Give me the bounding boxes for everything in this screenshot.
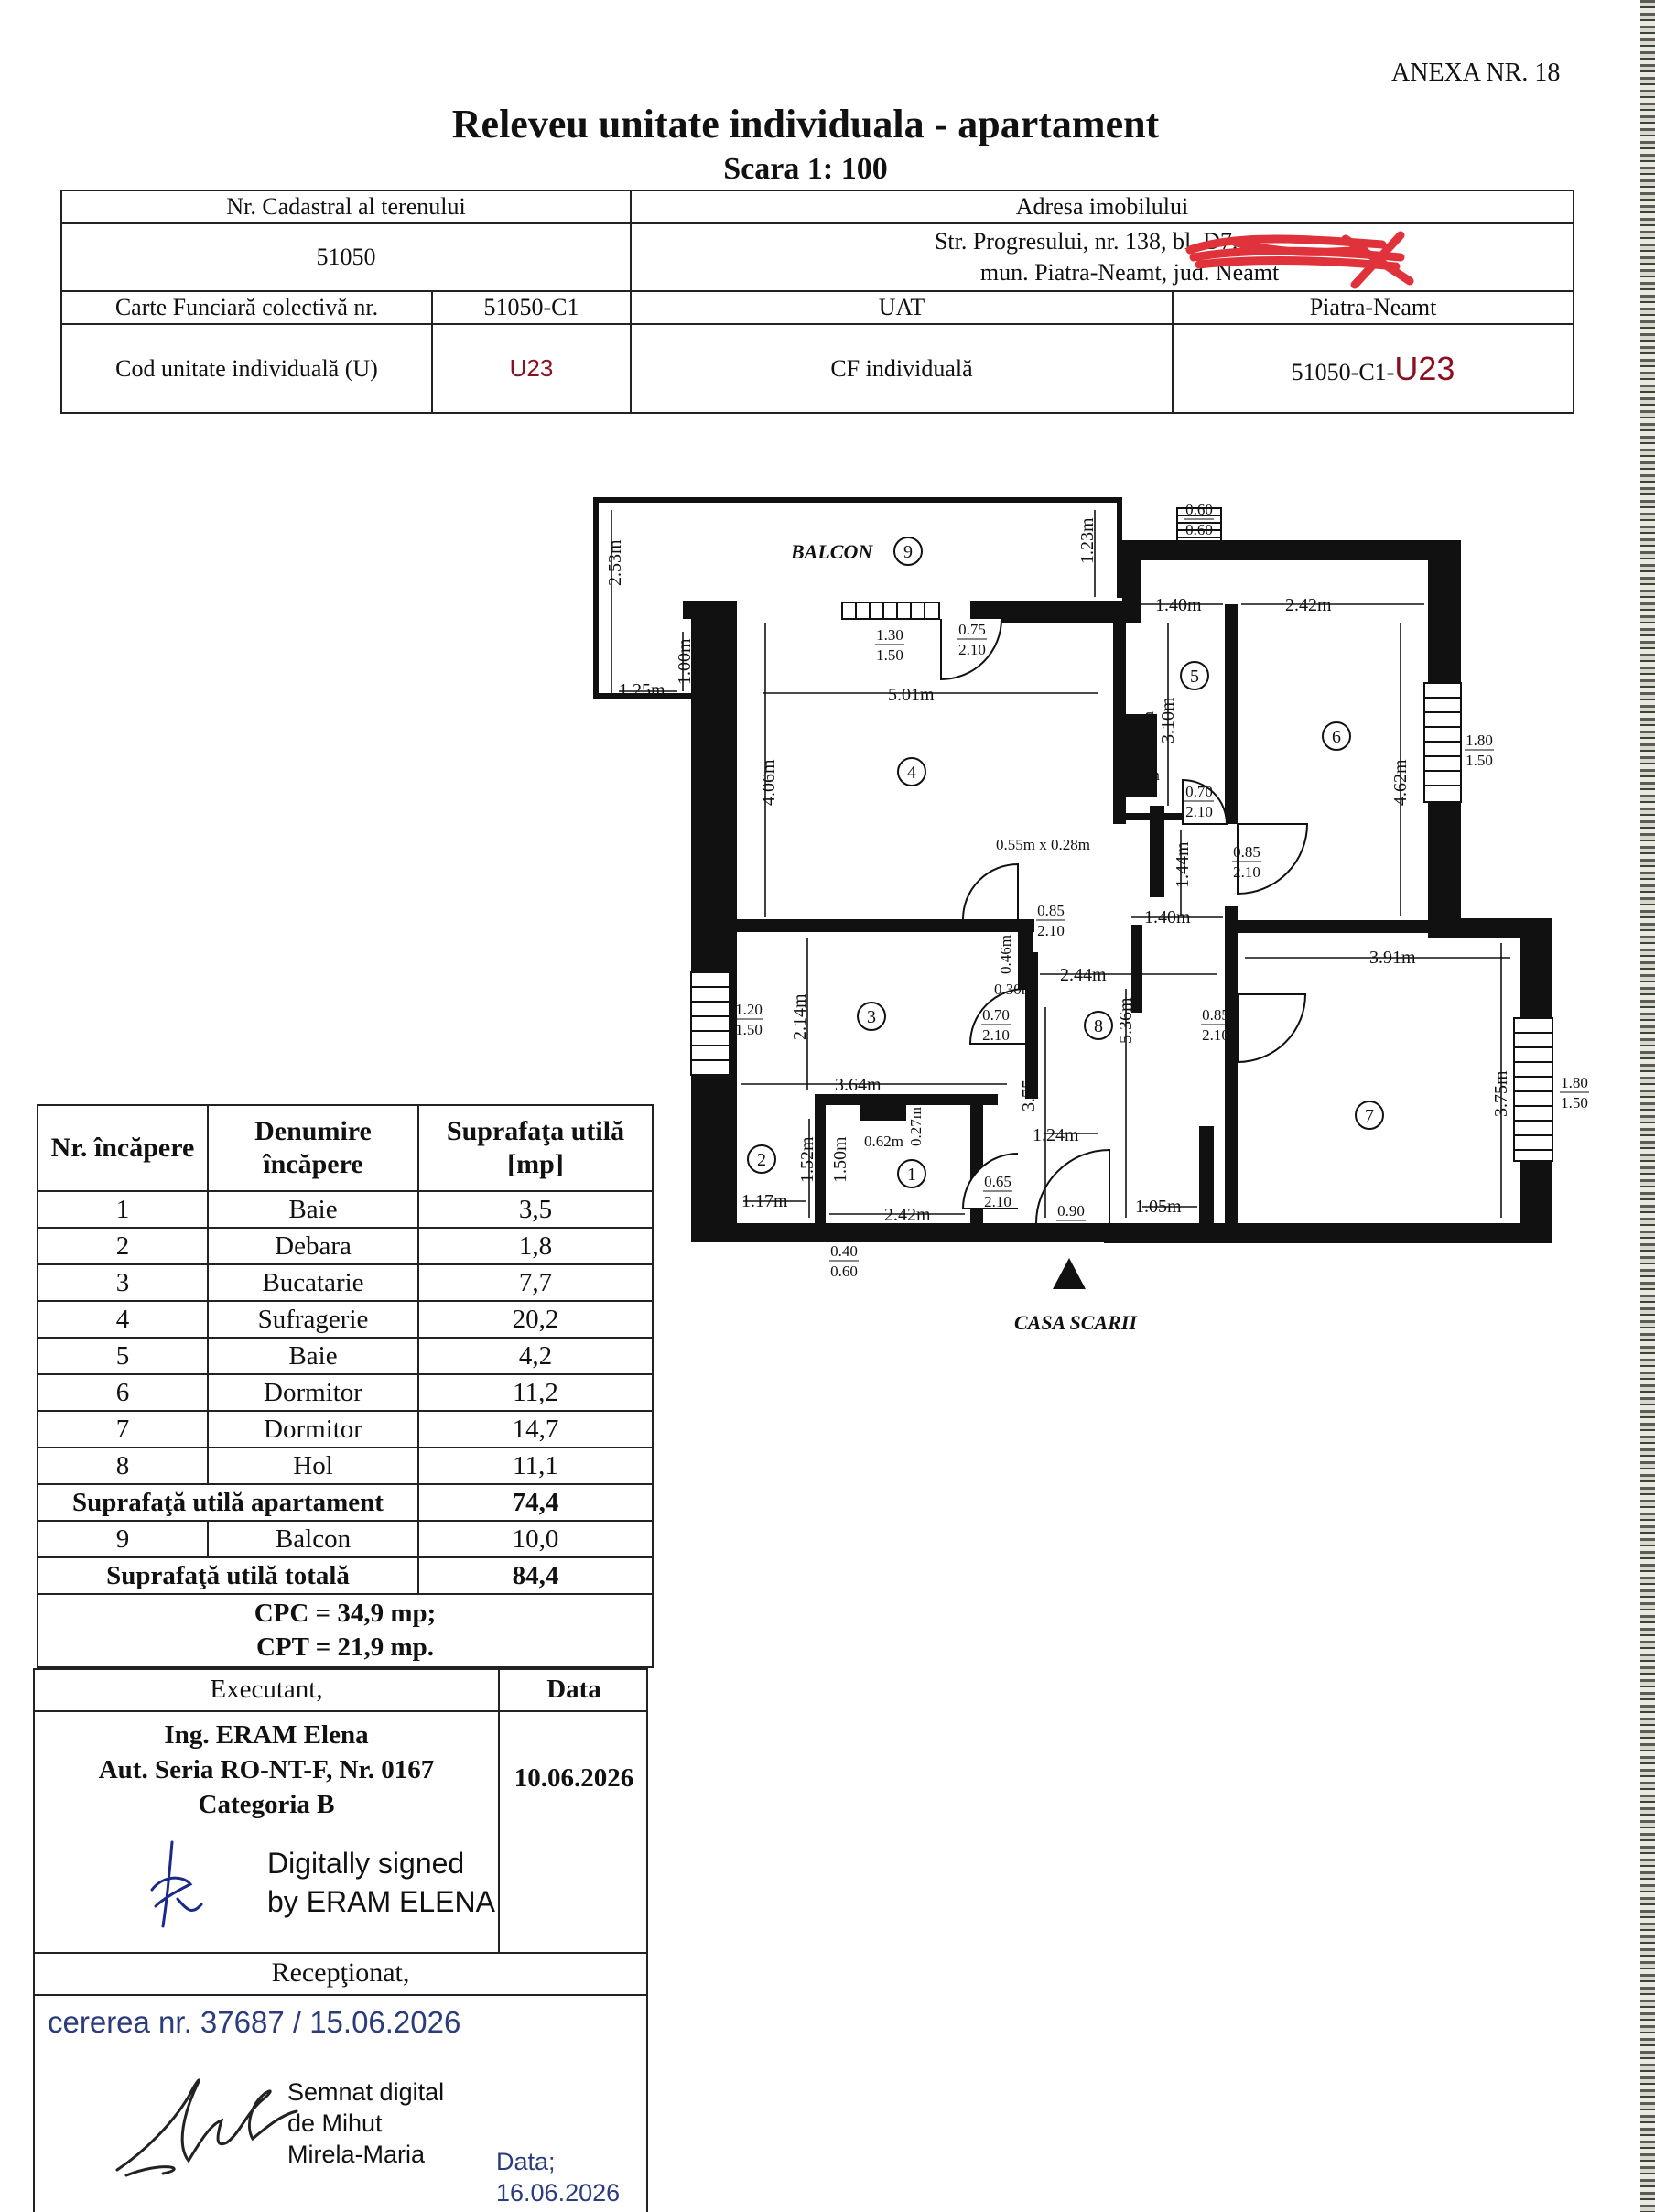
areas-table xyxy=(37,1104,654,1668)
row-name: Hol xyxy=(208,1448,418,1484)
table-row xyxy=(38,1448,653,1484)
window-room6 xyxy=(1424,683,1461,802)
dim-0-30: 0.30m xyxy=(994,981,1033,998)
room-8-number: 8 xyxy=(1094,1016,1103,1036)
opening-0-60-top: 0.60 xyxy=(1185,501,1213,518)
opening-1-80a-bottom: 1.50 xyxy=(1466,752,1493,769)
row-area: 11,2 xyxy=(418,1374,653,1411)
row-name: Dormitor xyxy=(208,1374,418,1411)
dim-1-00: 1.00m xyxy=(675,638,695,685)
opening-0-85b-top: 0.85 xyxy=(1037,902,1065,919)
row-area: 7,7 xyxy=(418,1264,653,1301)
page-title: Releveu unitate individuala - apartament xyxy=(451,102,1160,146)
dim-1-40b: 1.40m xyxy=(1144,907,1191,927)
table-row xyxy=(38,1301,653,1338)
dim-5-01: 5.01m xyxy=(888,685,935,705)
dim-0-55: 0.55m x 0.28m xyxy=(996,836,1090,853)
row-nr: 7 xyxy=(38,1411,208,1448)
opening-0-65-bottom: 2.10 xyxy=(984,1193,1011,1210)
cf-value: 51050-C1 xyxy=(432,291,631,324)
row-area: 4,2 xyxy=(418,1338,653,1374)
header-table xyxy=(60,190,1574,414)
dim-2-42b: 2.42m xyxy=(884,1205,931,1225)
cpc-value: CPC = 34,9 mp; xyxy=(254,1599,437,1628)
dim-2-53: 2.53m xyxy=(605,539,625,586)
total-value: 84,4 xyxy=(418,1557,653,1594)
room-9-number: 9 xyxy=(903,542,913,562)
receptionat-request: cererea nr. 37687 / 15.06.2026 xyxy=(48,2005,461,2039)
room-1-number: 1 xyxy=(907,1165,916,1185)
row-area: 11,1 xyxy=(418,1448,653,1484)
dim-3-75a: 3.75m xyxy=(1019,1065,1039,1111)
receptionat-digital xyxy=(287,2076,444,2170)
dim-5-36: 5.36m xyxy=(1116,997,1136,1044)
dimension-texts xyxy=(605,517,1511,1225)
cf-ind-value xyxy=(1173,324,1574,413)
row-area: 14,7 xyxy=(418,1411,653,1448)
opening-0-70b-bottom: 2.10 xyxy=(982,1026,1010,1044)
cf-ind-unit: U23 xyxy=(1394,349,1455,387)
dim-4-62: 4.62m xyxy=(1390,759,1411,806)
data-label: Data xyxy=(500,1670,648,1712)
opening-0-85b-bottom: 2.10 xyxy=(1037,922,1065,939)
opening-0-90-top: 0.90 xyxy=(1057,1202,1085,1220)
row-name: Bucatarie xyxy=(208,1264,418,1301)
door-room7 xyxy=(1238,994,1305,1062)
dim-0-62a: 0.62m xyxy=(1140,711,1157,751)
executant-divider xyxy=(498,1670,500,1954)
cadastral-label: Nr. Cadastral al terenului xyxy=(61,190,631,223)
cpt-value: CPT = 21,9 mp. xyxy=(255,1632,435,1662)
executant-block xyxy=(33,1668,648,1954)
receptionat-block xyxy=(33,1952,648,2212)
cadastral-value: 51050 xyxy=(61,223,631,291)
dim-1-44: 1.44m xyxy=(1173,841,1193,888)
opening-0-75-bottom: 2.10 xyxy=(958,641,986,658)
address-line1: Str. Progresului, nr. 138, bl. D7, sc. xyxy=(934,228,1271,255)
dim-1-05: 1.05m xyxy=(1135,1197,1182,1217)
room-6-number: 6 xyxy=(1332,727,1341,747)
executant-info xyxy=(35,1718,498,1822)
receptionat-date-label: Data; xyxy=(496,2148,556,2175)
dim-1-25: 1.25m xyxy=(619,680,665,700)
row-nr: 3 xyxy=(38,1264,208,1301)
opening-0-85a-bottom: 2.10 xyxy=(1233,863,1260,881)
table-row xyxy=(38,1191,653,1228)
row-area: 3,5 xyxy=(418,1191,653,1228)
table-row xyxy=(38,1264,653,1301)
cp-row xyxy=(38,1594,653,1667)
scale-label: Scara 1: 100 xyxy=(723,152,888,186)
table-row xyxy=(38,1374,653,1411)
row-nr: 4 xyxy=(38,1301,208,1338)
row-nr: 8 xyxy=(38,1448,208,1484)
dim-3-64: 3.64m xyxy=(835,1075,882,1095)
row-area: 1,8 xyxy=(418,1228,653,1264)
executant-date: 10.06.2026 xyxy=(514,1763,634,1793)
total-apt-row xyxy=(38,1484,653,1521)
balcon-label: BALCON xyxy=(791,540,873,563)
receptionat-sign3: Mirela-Maria xyxy=(287,2141,426,2168)
cp-cell xyxy=(38,1594,653,1667)
window-room7 xyxy=(1514,1018,1552,1161)
room-2-number: 2 xyxy=(757,1150,766,1170)
opening-0-60-bottom: 0.60 xyxy=(1185,521,1213,538)
dim-2-42a: 2.42m xyxy=(1285,595,1332,615)
address-label: Adresa imobilului xyxy=(631,190,1574,223)
dim-0-27b: 0.27m xyxy=(907,1107,925,1146)
executant-digital xyxy=(267,1844,495,1921)
executant-aut: Aut. Seria RO-NT-F, Nr. 0167 xyxy=(98,1755,435,1784)
opening-0-85c-top: 0.85 xyxy=(1202,1006,1229,1024)
cf-label: Carte Funciară colectivă nr. xyxy=(61,291,432,324)
row-area: 20,2 xyxy=(418,1301,653,1338)
cf-ind-prefix: 51050-C1- xyxy=(1291,358,1395,385)
total-apt-label: Suprafaţă utilă apartament xyxy=(38,1484,418,1521)
balcon-area: 10,0 xyxy=(418,1521,653,1557)
opening-0-40-top: 0.40 xyxy=(830,1242,858,1260)
unit-value: U23 xyxy=(432,324,631,413)
window-balcony xyxy=(842,602,939,619)
opening-0-75-top: 0.75 xyxy=(958,621,986,638)
row-name: Baie xyxy=(208,1338,418,1374)
dim-1-50: 1.50m xyxy=(830,1136,850,1183)
executant-cat: Categoria B xyxy=(198,1790,335,1819)
opening-1-80b-top: 1.80 xyxy=(1561,1074,1588,1091)
table-row xyxy=(38,1411,653,1448)
row-name: Dormitor xyxy=(208,1411,418,1448)
executant-sign1: Digitally signed xyxy=(267,1847,465,1880)
row-nr: 1 xyxy=(38,1191,208,1228)
dim-1-23: 1.23m xyxy=(1077,517,1098,564)
opening-1-30-bottom: 1.50 xyxy=(876,646,903,664)
room-7-number: 7 xyxy=(1365,1106,1374,1126)
redaction-scribble xyxy=(1181,230,1419,291)
stair-label: CASA SCARII xyxy=(1014,1311,1137,1334)
dim-0-62b: 0.62m xyxy=(864,1133,903,1150)
opening-1-80a-top: 1.80 xyxy=(1466,732,1493,749)
row-nr: 5 xyxy=(38,1338,208,1374)
unit-label: Cod unitate individuală (U) xyxy=(61,324,432,413)
receptionat-label: Recepţionat, xyxy=(35,1954,646,1996)
opening-0-85c-bottom: 2.10 xyxy=(1202,1026,1229,1044)
balcon-name: Balcon xyxy=(208,1521,418,1557)
receptionat-sign2: de Mihut xyxy=(287,2109,383,2137)
row-nr: 6 xyxy=(38,1374,208,1411)
row-name: Debara xyxy=(208,1228,418,1264)
room-5-number: 5 xyxy=(1190,667,1199,687)
uat-label: UAT xyxy=(631,291,1173,324)
door-room4 xyxy=(963,864,1018,919)
receptionat-sign1: Semnat digital xyxy=(287,2078,445,2106)
total-label: Suprafaţă utilă totală xyxy=(38,1557,418,1594)
executant-label: Executant, xyxy=(35,1670,498,1712)
opening-0-40-bottom: 0.60 xyxy=(830,1263,858,1280)
dim-3-91: 3.91m xyxy=(1369,948,1416,968)
opening-0-65-top: 0.65 xyxy=(984,1173,1011,1190)
opening-0-70a-bottom: 2.10 xyxy=(1185,803,1213,820)
row-nr: 2 xyxy=(38,1228,208,1264)
table-row xyxy=(38,1338,653,1374)
opening-0-70a-top: 0.70 xyxy=(1185,783,1213,800)
row-name: Baie xyxy=(208,1191,418,1228)
head-nr: Nr. încăpere xyxy=(38,1105,208,1191)
opening-0-85a-top: 0.85 xyxy=(1233,843,1260,861)
balcon-row xyxy=(38,1521,653,1557)
receptionat-date: 16.06.2026 xyxy=(496,2179,621,2207)
total-row xyxy=(38,1557,653,1594)
dim-2-44: 2.44m xyxy=(1060,965,1107,985)
window-room3 xyxy=(691,972,730,1075)
room-4-number: 4 xyxy=(907,763,916,783)
executant-signature-icon xyxy=(135,1835,218,1936)
annex-label: ANEXA NR. 18 xyxy=(1391,59,1561,87)
photo-edge xyxy=(1640,0,1655,2212)
dim-1-17: 1.17m xyxy=(741,1191,788,1211)
opening-1-20-bottom: 1.50 xyxy=(735,1021,763,1038)
total-apt-value: 74,4 xyxy=(418,1484,653,1521)
head-name: Denumire încăpere xyxy=(208,1105,418,1191)
table-row xyxy=(38,1228,653,1264)
row-name: Sufragerie xyxy=(208,1301,418,1338)
executant-sign2: by ERAM ELENA xyxy=(267,1885,495,1918)
uat-value: Piatra-Neamt xyxy=(1173,291,1574,324)
address-line2: mun. Piatra-Neamt, jud. Neamt xyxy=(979,259,1280,286)
dim-1-52: 1.52m xyxy=(797,1136,817,1183)
dim-4-06: 4.06m xyxy=(759,759,779,806)
receptionat-date-block xyxy=(496,2146,620,2208)
dim-2-14: 2.14m xyxy=(790,993,810,1040)
balcon-nr: 9 xyxy=(38,1521,208,1557)
opening-0-90-bottom: 2.10 xyxy=(1057,1222,1085,1240)
head-area: Suprafaţa utilă [mp] xyxy=(418,1105,653,1191)
dim-0-46: 0.46m xyxy=(997,935,1014,974)
opening-1-80b-bottom: 1.50 xyxy=(1561,1094,1588,1111)
cf-ind-label: CF individuală xyxy=(631,324,1173,413)
dim-3-75b: 3.75m xyxy=(1491,1070,1511,1117)
dim-1-40a: 1.40m xyxy=(1155,595,1202,615)
opening-0-70b-top: 0.70 xyxy=(982,1006,1010,1024)
entrance-arrow-icon xyxy=(1053,1258,1086,1289)
executant-name: Ing. ERAM Elena xyxy=(164,1720,369,1750)
room-3-number: 3 xyxy=(867,1007,876,1027)
opening-1-20-top: 1.20 xyxy=(735,1001,763,1018)
floor-plan xyxy=(586,485,1602,1355)
dim-0-27a: 0.27m xyxy=(1120,766,1160,784)
dim-1-24: 1.24m xyxy=(1033,1125,1079,1145)
dim-3-10: 3.10m xyxy=(1158,697,1178,743)
opening-1-30-top: 1.30 xyxy=(876,626,903,644)
address-cell xyxy=(631,223,1574,291)
